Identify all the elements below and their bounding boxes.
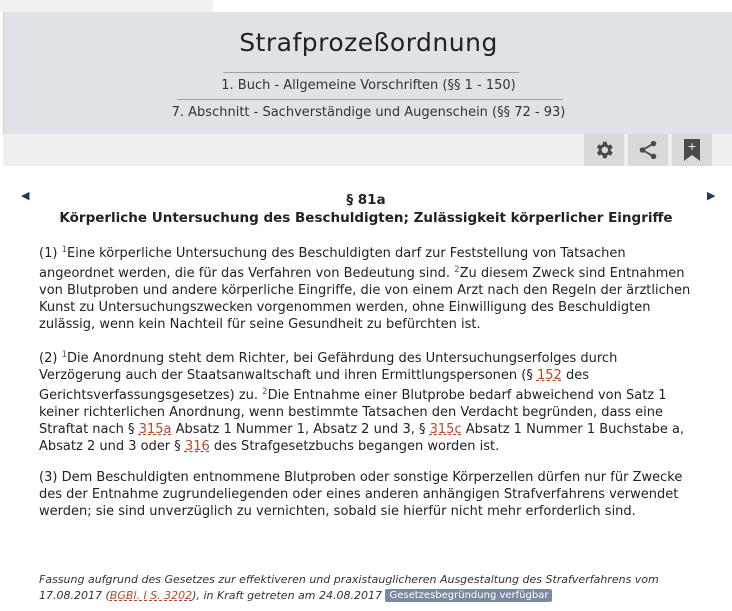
next-paragraph-arrow[interactable]: ▶: [707, 189, 716, 202]
toolbar: [3, 134, 732, 166]
previous-paragraph-arrow[interactable]: ◀: [21, 189, 30, 202]
sentence-text: Eine körperliche Untersuchung des Beschuldigten darf zur Feststellung von Tatsachen angeordnet werden, die für das Verfahren von Bedeutung sind.: [39, 246, 626, 281]
breadcrumb-book[interactable]: 1. Buch - Allgemeine Vorschriften (§§ 1 - 150): [221, 78, 516, 93]
sentence-text: Die Anordnung steht dem Richter, bei Gefährdung des Untersuchungserfolges durch Verzögerung auch der Staatsanwaltschaft und ihren Ermittlungspersonen (§: [39, 351, 618, 383]
sentence-text: Zu diesem Zweck sind Entnahmen von Blutproben und andere körperliche Eingriffe, die von einem Arzt nach den Regeln der ärztlichen Kunst zu Untersuchungszwecken vorgenommen werden, ohne Einwilligung des Beschuldigten zulässig, wenn kein Nachteil für seine Gesundheit zu befürchten ist.: [39, 266, 691, 332]
law-reference-link[interactable]: 152: [536, 368, 562, 383]
version-note-text: Fassung aufgrund des Gesetzes zur effektiveren und praxistauglicheren Ausgestaltung des Strafverfahrens vom 17.08.2017 (: [39, 573, 659, 602]
settings-button[interactable]: [584, 134, 624, 166]
sentence-number: 2: [454, 265, 460, 275]
law-header: [3, 12, 732, 134]
absatz-2: [39, 347, 702, 455]
absatz-label: (2): [39, 351, 58, 366]
paragraph-heading: Körperliche Untersuchung des Beschuldigten; Zulässigkeit körperlicher Eingriffe: [59, 210, 673, 226]
absatz-1: [39, 242, 702, 333]
share-icon: [637, 139, 659, 161]
header-divider: [223, 72, 519, 73]
sentence-number: 1: [61, 350, 67, 360]
sentence-text: Die Entnahme einer Blutprobe bedarf abweichend von Satz 1 keiner richterlichen Anordnung, wenn bestimmte Tatsachen den Verdacht begründen, dass eine Straftat nach §: [39, 388, 667, 437]
absatz-label: (1): [39, 246, 58, 261]
paragraph-body: [39, 242, 702, 534]
bgbl-link[interactable]: BGBl. I S. 3202: [109, 589, 193, 602]
sentence-text: Dem Beschuldigten entnommene Blutproben oder sonstige Körperzellen dürfen nur für Zwecke des der Entnahme zugrundeliegenden oder eines anderen anhängigen Strafverfahrens verwendet werden; sie sind unverzüglich zu vernichten, sobald sie hierfür nicht mehr erforderlich sind.: [39, 470, 683, 519]
version-note: [39, 572, 719, 604]
page-title: Strafprozeßordnung: [239, 28, 498, 57]
sentence-text: Absatz 1 Nummer 1 Buchstabe a, Absatz 2 und 3 oder §: [39, 422, 685, 454]
sentence-text: des Gerichtsverfassungsgesetzes) zu.: [39, 368, 589, 403]
absatz-3: [39, 469, 702, 520]
sentence-text: des Strafgesetzbuchs begangen worden ist.: [213, 439, 500, 454]
law-reference-link[interactable]: 315a: [138, 422, 172, 437]
bookmark-plus-icon: [683, 138, 701, 162]
justification-badge[interactable]: Gesetzesbegründung verfügbar: [385, 589, 552, 602]
law-reference-link[interactable]: 315c: [429, 422, 462, 437]
share-button[interactable]: [628, 134, 668, 166]
sentence-number: 2: [262, 387, 268, 397]
bookmark-button[interactable]: [672, 134, 712, 166]
sentence-text: Absatz 1 Nummer 1, Absatz 2 und 3, §: [175, 422, 426, 437]
gear-icon: [593, 139, 615, 161]
header-divider: [177, 99, 563, 100]
sentence-number: 1: [61, 245, 67, 255]
law-reference-link[interactable]: 316: [184, 439, 210, 454]
paragraph-number: § 81a: [346, 192, 386, 208]
bookmark-plus-glyph: +: [687, 140, 697, 153]
absatz-label: (3): [39, 470, 58, 485]
top-strip: [0, 0, 213, 12]
breadcrumb-section[interactable]: 7. Abschnitt - Sachverständige und Augenschein (§§ 72 - 93): [171, 105, 566, 120]
version-note-text: ), in Kraft getreten am 24.08.2017: [192, 589, 382, 602]
